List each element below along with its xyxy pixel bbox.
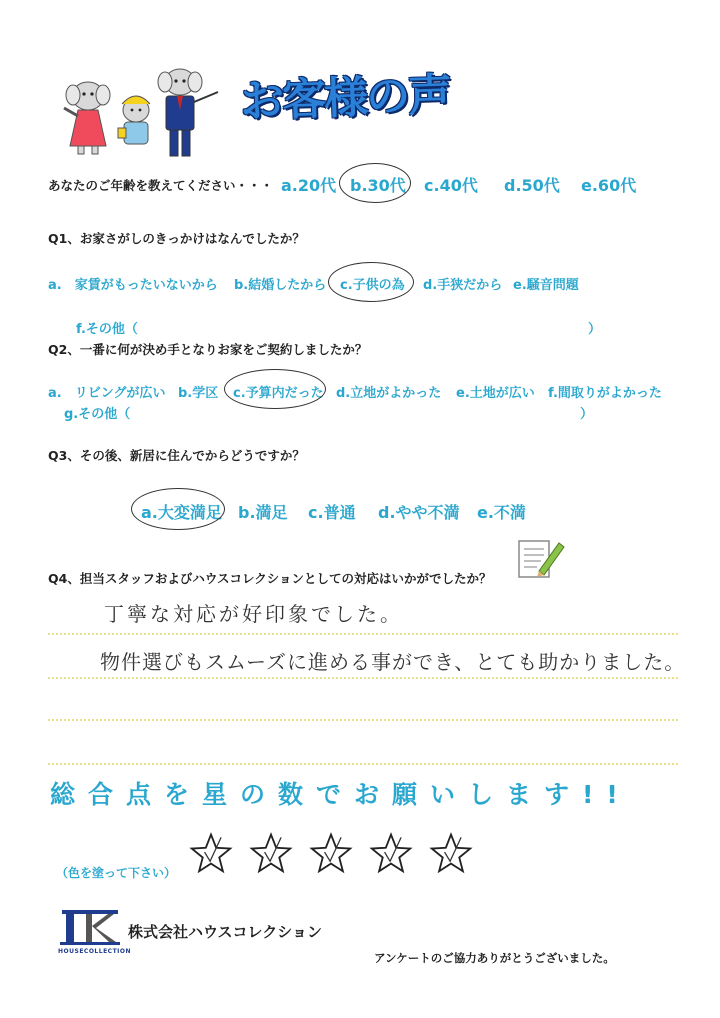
q3-option-c[interactable]: c.普通 [308,503,356,522]
age-option-a[interactable]: a.20代 [281,176,337,195]
selected-circle-mark [339,163,411,203]
selected-circle-mark [131,488,225,530]
q3-option-e[interactable]: e.不満 [477,503,526,522]
selected-circle-mark [224,369,326,409]
q1-option-b[interactable]: b.結婚したから [234,278,327,293]
q3-option-a[interactable]: a.大変満足 [141,503,222,522]
logo-text: HOUSECOLLECTION [58,948,132,955]
age-option-b[interactable]: b.30代 [350,176,406,195]
q2-option-f[interactable]: f.間取りがよかった [548,386,662,401]
age-option-d[interactable]: d.50代 [504,176,560,195]
q4-answer-line-1: 丁寧な対応が好印象でした。 [104,602,403,626]
q2-option-b[interactable]: b.学区 [178,386,219,401]
q4-label: Q4、担当スタッフおよびハウスコレクションとしての対応はいかがでしたか？ [48,571,492,586]
elephant-mascots-illustration [58,66,228,160]
q2-label: Q2、一番に何が決め手となりお家をご契約しましたか？ [48,342,368,357]
answer-dotted-line [48,763,678,765]
q2-option-c[interactable]: c.予算内だった [233,386,324,401]
q1-option-e[interactable]: e.騒音問題 [513,278,579,293]
rating-star-icon[interactable] [248,830,294,876]
q3-label: Q3、その後、新居に住んでからどうですか？ [48,448,305,463]
age-option-c[interactable]: c.40代 [424,176,478,195]
q2-option-a[interactable]: a. リビングが広い [48,386,166,401]
q4-answer-line-2: 物件選びもスムーズに進める事ができ、とても助かりました。 [100,650,686,674]
rating-star-icon[interactable] [428,830,474,876]
answer-dotted-line [48,677,678,679]
q3-option-d[interactable]: d.やや不満 [378,503,460,522]
thanks-message: アンケートのご協力ありがとうございました。 [374,951,615,965]
answer-dotted-line [48,719,678,721]
rating-title: 総合点を星の数でお願いします!! [50,780,631,809]
q1-other-close: ） [588,322,602,337]
company-name: 株式会社ハウスコレクション [128,923,322,941]
answer-dotted-line [48,633,678,635]
page-title: お客様の声 [239,69,451,128]
age-question-label: あなたのご年齢を教えてください・・・ [48,178,274,193]
q1-option-d[interactable]: d.手狭だから [423,278,503,293]
age-option-e[interactable]: e.60代 [581,176,637,195]
q2-option-e[interactable]: e.土地が広い [456,386,535,401]
q3-option-b[interactable]: b.満足 [238,503,288,522]
q2-other-label[interactable]: g.その他（ [64,407,131,422]
q2-option-d[interactable]: d.立地がよかった [336,386,442,401]
memo-pencil-icon [517,537,565,581]
q1-option-a[interactable]: a. 家賃がもったいないから [48,278,218,293]
rating-star-icon[interactable] [308,830,354,876]
rating-note: （色を塗って下さい） [56,866,177,880]
rating-star-icon[interactable] [188,830,234,876]
q2-other-close: ） [580,407,594,422]
q1-other-label[interactable]: f.その他（ [76,322,138,337]
q1-label: Q1、お家さがしのきっかけはなんでしたか？ [48,231,305,246]
rating-star-icon[interactable] [368,830,414,876]
selected-circle-mark [328,262,414,302]
q1-option-c[interactable]: c.子供の為 [340,278,405,293]
